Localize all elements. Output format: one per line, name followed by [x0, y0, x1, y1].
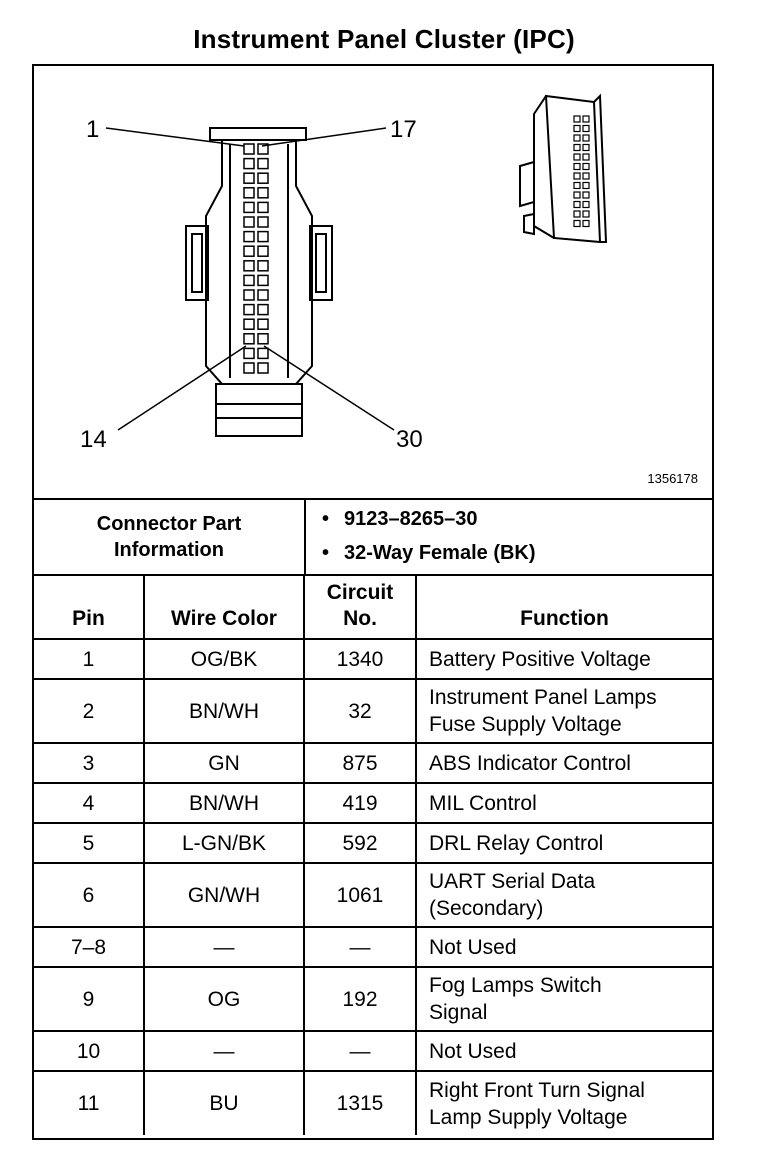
function-cell: [416, 1071, 712, 1135]
function-line: (Secondary): [429, 897, 544, 920]
pin-table-header: [34, 575, 712, 639]
table-row: [34, 1031, 712, 1071]
table-row: [34, 823, 712, 863]
connector-sheet: [32, 64, 714, 1140]
pin-cell: 7–8: [34, 927, 144, 967]
pin-cell: 9: [34, 967, 144, 1031]
pin-cavity: [583, 135, 589, 141]
function-line: Signal: [429, 1001, 488, 1024]
pin-cavity: [244, 334, 254, 344]
pin-cavity: [574, 154, 580, 160]
circuit-cell: —: [304, 927, 416, 967]
pin-cavity: [258, 363, 268, 373]
wire-color-cell: BU: [144, 1071, 304, 1135]
circuit-cell: 875: [304, 743, 416, 783]
circuit-cell: 32: [304, 679, 416, 743]
circuit-cell: 1340: [304, 639, 416, 679]
wire-color-cell: OG: [144, 967, 304, 1031]
header-pin: Pin: [34, 575, 144, 639]
header-wire-color: Wire Color: [144, 575, 304, 639]
connector-info-label: [34, 500, 306, 574]
pin-cavity: [583, 164, 589, 170]
wire-color-cell: BN/WH: [144, 783, 304, 823]
pin-table: [34, 574, 712, 1135]
function-line: Battery Positive Voltage: [429, 647, 651, 671]
pin-cavity: [258, 319, 268, 329]
callout-30: 30: [396, 426, 423, 453]
pin-cavity: [258, 159, 268, 169]
pin-cavities: [244, 144, 268, 373]
connector-side-view: [520, 96, 606, 242]
function-line: ABS Indicator Control: [429, 751, 631, 775]
pin-cavity: [258, 334, 268, 344]
circuit-cell: 1061: [304, 863, 416, 927]
pin-cavity: [583, 192, 589, 198]
pin-cavity: [258, 261, 268, 271]
pin-cavity: [258, 290, 268, 300]
connector-description: 32-Way Female (BK): [344, 542, 536, 564]
pin-cavity: [583, 221, 589, 227]
pin-cell: 10: [34, 1031, 144, 1071]
pin-cavity: [583, 145, 589, 151]
pin-cell: 5: [34, 823, 144, 863]
function-line: Not Used: [429, 1039, 517, 1063]
pin-cavity: [258, 202, 268, 212]
wire-color-cell: —: [144, 1031, 304, 1071]
pin-cavity: [574, 221, 580, 227]
header-function: Function: [416, 575, 712, 639]
table-row: [34, 967, 712, 1031]
pin-cell: 4: [34, 783, 144, 823]
pin-cavity: [574, 145, 580, 151]
callout-14: 14: [80, 426, 107, 453]
function-cell: [416, 863, 712, 927]
header-circuit: Circuit No.: [304, 575, 416, 639]
pin-cavity: [258, 188, 268, 198]
pin-cell: 6: [34, 863, 144, 927]
circuit-cell: 1315: [304, 1071, 416, 1135]
table-row: [34, 679, 712, 743]
connector-description-item: [322, 542, 536, 565]
pin-cavity: [244, 217, 254, 227]
pin-cell: 3: [34, 743, 144, 783]
bullet: •: [322, 508, 330, 530]
function-cell: [416, 823, 712, 863]
part-number: 9123–8265–30: [344, 508, 478, 530]
connector-drawing: [34, 66, 712, 498]
wire-color-cell: GN/WH: [144, 863, 304, 927]
pin-cavity: [258, 217, 268, 227]
pin-cavity: [244, 246, 254, 256]
function-cell: [416, 679, 712, 743]
page-title: Instrument Panel Cluster (IPC): [193, 24, 575, 54]
pin-cavity: [583, 183, 589, 189]
pin-cavity: [258, 246, 268, 256]
pin-cavity: [244, 159, 254, 169]
function-line: Fuse Supply Voltage: [429, 713, 622, 736]
table-row: [34, 927, 712, 967]
table-row: [34, 783, 712, 823]
function-line: Right Front Turn Signal: [429, 1078, 645, 1102]
wire-color-cell: OG/BK: [144, 639, 304, 679]
function-cell: [416, 967, 712, 1031]
pin-cavity: [258, 232, 268, 242]
pin-cavity: [574, 192, 580, 198]
part-number-item: [322, 508, 478, 531]
pin-cavity: [244, 188, 254, 198]
function-line: MIL Control: [429, 791, 537, 815]
pin-cavity: [258, 173, 268, 183]
pin-cavity: [583, 173, 589, 179]
pin-cavity: [583, 211, 589, 217]
pin-cavity: [244, 173, 254, 183]
pin-cell: 1: [34, 639, 144, 679]
pin-cavity: [574, 116, 580, 122]
function-cell: [416, 783, 712, 823]
circuit-cell: 419: [304, 783, 416, 823]
function-line: UART Serial Data: [429, 870, 596, 893]
wire-color-cell: BN/WH: [144, 679, 304, 743]
connector-info-label-line2: Information: [114, 539, 224, 561]
pin-cavity: [244, 202, 254, 212]
table-row: [34, 743, 712, 783]
figure-number: 1356178: [647, 471, 698, 486]
pin-cavity: [583, 202, 589, 208]
wire-color-cell: —: [144, 927, 304, 967]
pin-cavity: [244, 319, 254, 329]
pin-cavity: [244, 261, 254, 271]
function-cell: [416, 1031, 712, 1071]
pin-cell: 2: [34, 679, 144, 743]
function-cell: [416, 639, 712, 679]
pin-cavity: [583, 116, 589, 122]
function-line: Not Used: [429, 935, 517, 959]
wire-color-cell: L-GN/BK: [144, 823, 304, 863]
pin-cavity: [258, 305, 268, 315]
function-line: DRL Relay Control: [429, 831, 604, 855]
circuit-cell: 592: [304, 823, 416, 863]
function-line: Instrument Panel Lamps: [429, 686, 657, 709]
function-line: Lamp Supply Voltage: [429, 1105, 628, 1129]
table-row: [34, 639, 712, 679]
pin-cavity: [244, 290, 254, 300]
connector-part-information: [34, 500, 712, 576]
wire-color-cell: GN: [144, 743, 304, 783]
pin-cavity: [574, 164, 580, 170]
pin-cavity: [244, 348, 254, 358]
pin-cavity: [244, 363, 254, 373]
connector-diagram: [34, 66, 712, 500]
callout-17: 17: [390, 116, 417, 143]
connector-info-values: [316, 500, 706, 574]
function-line: Fog Lamps Switch: [429, 974, 602, 997]
callout-1: 1: [86, 116, 100, 143]
pin-cavity: [244, 144, 254, 154]
pin-cavity: [244, 275, 254, 285]
circuit-cell: 192: [304, 967, 416, 1031]
function-cell: [416, 743, 712, 783]
pin-cell: 11: [34, 1071, 144, 1135]
pin-cavity: [574, 211, 580, 217]
circuit-cell: —: [304, 1031, 416, 1071]
pin-cavity: [258, 275, 268, 285]
pin-cavity: [244, 232, 254, 242]
pin-cavity: [574, 183, 580, 189]
bullet: •: [322, 542, 330, 564]
table-row: [34, 1071, 712, 1135]
pin-cavity: [258, 348, 268, 358]
pin-cavity: [574, 202, 580, 208]
pin-cavity: [574, 126, 580, 132]
connector-body-outline: [186, 128, 332, 436]
pin-cavity: [574, 135, 580, 141]
pin-cavity: [574, 173, 580, 179]
function-cell: [416, 927, 712, 967]
pin-cavity: [244, 305, 254, 315]
pin-cavity: [583, 154, 589, 160]
table-row: [34, 863, 712, 927]
pin-cavity: [583, 126, 589, 132]
connector-info-label-line1: Connector Part: [96, 513, 242, 535]
